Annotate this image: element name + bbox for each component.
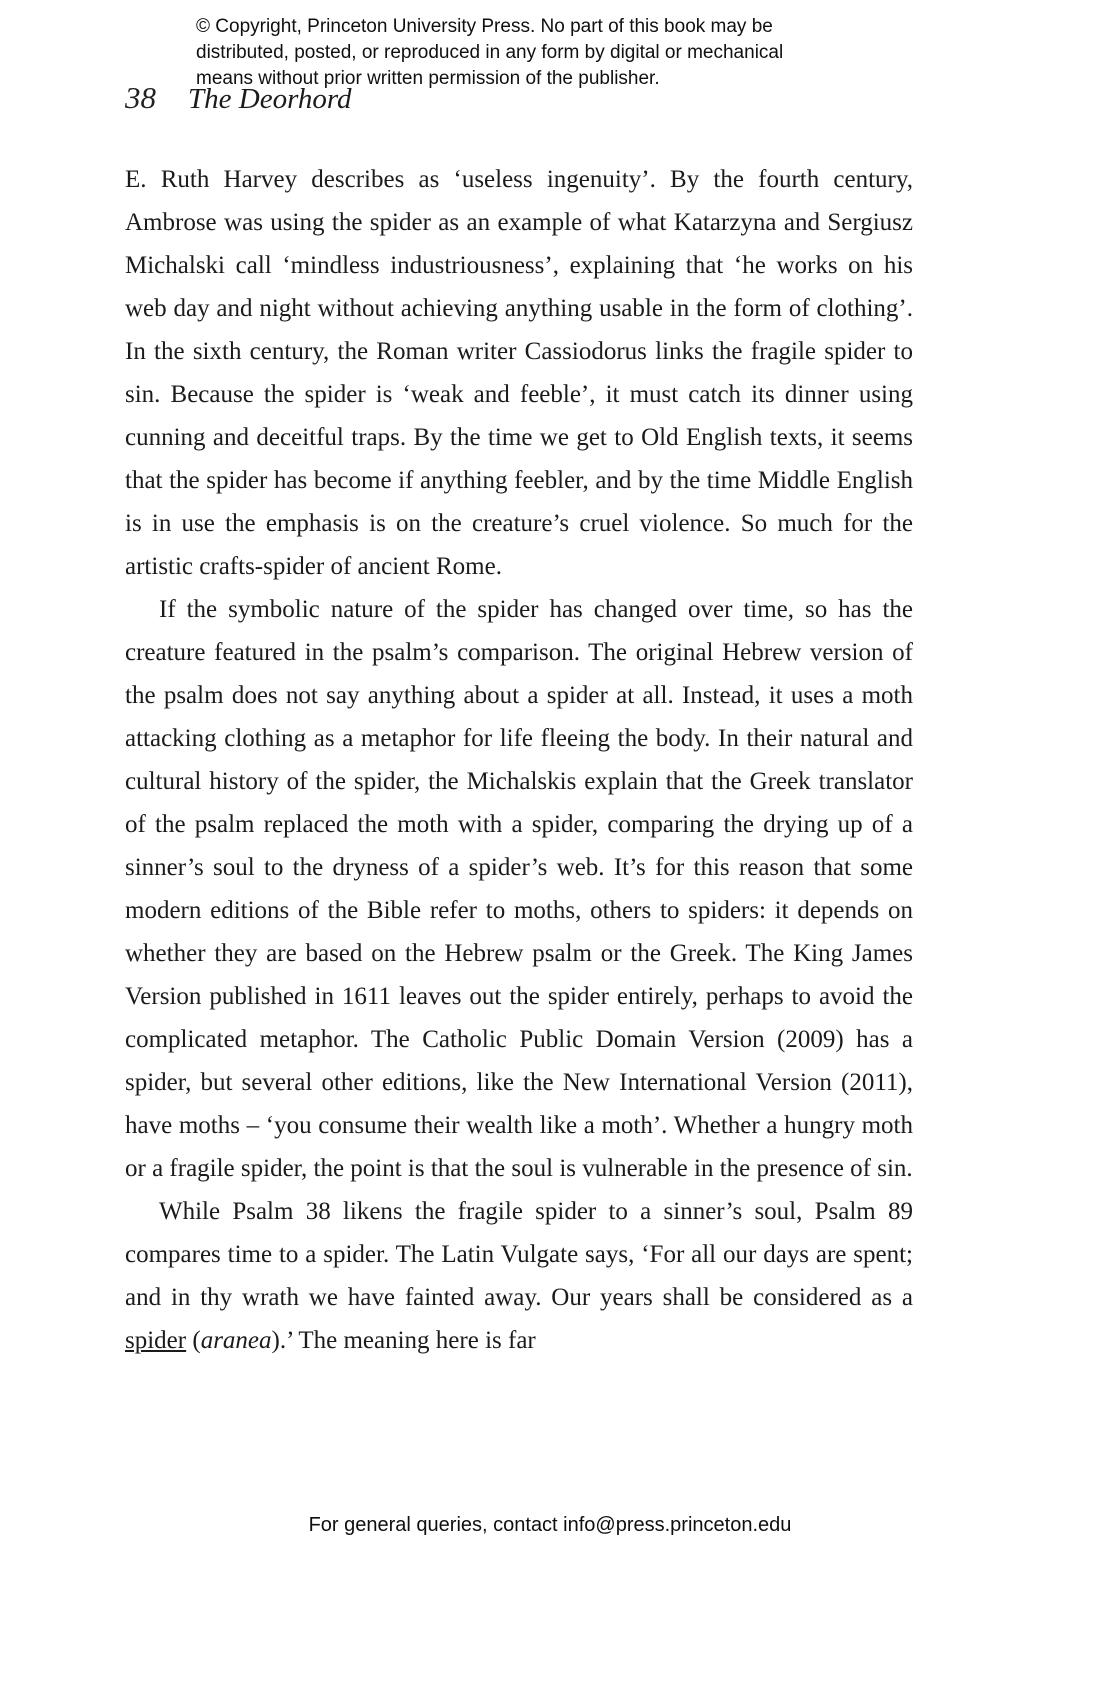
footer-contact-note: For general queries, contact info@press.princeton.edu [308, 1514, 792, 1536]
body-text [125, 158, 913, 1362]
paragraph-3 [125, 1190, 913, 1362]
paragraph-3-text: ( [186, 1327, 201, 1354]
underlined-word: spider [125, 1327, 187, 1354]
paragraph-1: E. Ruth Harvey describes as ‘useless ingenuity’. By the fourth century, Ambrose was using the spider as an example of what Katarzyna and Sergiusz Michalski call ‘mindless industriousness’, explaining that ‘he works on his web day and night without achieving anything usable in the form of clothing’. In the sixth century, the Roman writer Cassiodorus links the fragile spider to sin. Because the spider is ‘weak and feeble’, it must catch its dinner using cunning and deceitful traps. By the time we get to Old English texts, it seems that the spider has become if anything feebler, and by the time Middle English is in use the emphasis is on the creature’s cruel violence. So much for the artistic crafts-spider of ancient Rome. [125, 166, 913, 580]
page-number: 38 [125, 80, 156, 115]
copyright-line: means without prior written permission of the publisher. [196, 68, 660, 89]
paragraph-3-text: ).’ The meaning here is far [271, 1327, 536, 1354]
copyright-line: distributed, posted, or reproduced in any form by digital or mechanical [196, 42, 784, 63]
latin-term: aranea [200, 1327, 272, 1354]
running-head [125, 80, 915, 116]
copyright-line: © Copyright, Princeton University Press. No part of this book may be [196, 16, 773, 37]
running-title: The Deorhord [188, 83, 352, 115]
paragraph-3-text: While Psalm 38 likens the fragile spider to a sinner’s soul, Psalm 89 compares time to a spider. The Latin Vulgate says, ‘For all our days are spent; and in thy wrath we have fainted away. Our years shall be considered as a [125, 1198, 913, 1311]
paragraph-2: If the symbolic nature of the spider has changed over time, so has the creature featured in the psalm’s comparison. The original Hebrew version of the psalm does not say anything about a spider at all. Instead, it uses a moth attacking clothing as a metaphor for life fleeing the body. In their natural and cultural history of the spider, the Michalskis explain that the Greek translator of the psalm replaced the moth with a spider, comparing the drying up of a sinner’s soul to the dryness of a spider’s web. It’s for this reason that some modern editions of the Bible refer to moths, others to spiders: it depends on whether they are based on the Hebrew psalm or the Greek. The King James Version published in 1611 leaves out the spider entirely, perhaps to avoid the complicated metaphor. The Catholic Public Domain Version (2009) has a spider, but several other editions, like the New International Version (2011), have moths – ‘you consume their wealth like a moth’. Whether a hungry moth or a fragile spider, the point is that the soul is vulnerable in the presence of sin. [125, 596, 913, 1182]
